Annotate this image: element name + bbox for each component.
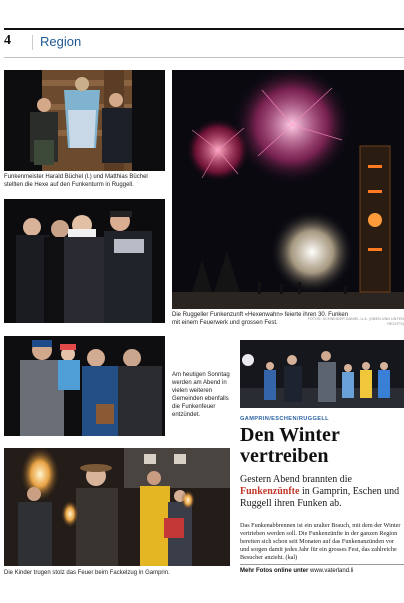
- lead-highlight: Funkenzünfte: [240, 486, 300, 497]
- article-headline: [240, 425, 404, 467]
- photo-witch-tower: [4, 70, 165, 171]
- section-title: Region: [40, 34, 82, 49]
- header-underline: [4, 57, 404, 58]
- section-divider: [32, 35, 33, 50]
- caption-torch-parade: Die Kinder trugen stolz das Feuer beim Fackelzug in Gamprin.: [4, 570, 170, 576]
- photo-family: [4, 336, 165, 436]
- more-photos-rule: [240, 564, 404, 565]
- page-number: 4: [4, 33, 11, 48]
- photo-fireworks: [172, 70, 404, 309]
- caption-fireworks: Die Ruggeller Funkenzunft «Hexenwahn» feierte ihren 30. Funken mit einem Feuerwerk und grossen Fest.: [172, 312, 349, 326]
- lead-text-start: Gestern Abend brannten die: [240, 474, 352, 485]
- photo-group-portrait: [4, 199, 165, 323]
- more-photos-label: Mehr Fotos online unter: [240, 568, 309, 574]
- caption-witch-tower: Funkenmeister Harald Büchel (l.) und Matthias Büchel stellten die Hexe auf den Funkenturm in Ruggell.: [4, 174, 148, 188]
- more-photos-link[interactable]: www.vaterland.li: [310, 568, 354, 574]
- side-note-sunday: Am heutigen Sonntag werden am Abend in vielen weiteren Gemeinden ebenfalls die Funkenfeuer entzündet.: [172, 372, 230, 418]
- article-lead: [240, 474, 404, 510]
- article-kicker: GAMPRIN/ESCHEN/RUGGELL: [240, 416, 329, 422]
- article-body: Das Funkenabbrennen ist ein uralter Brauch, mit dem der Winter vertrieben werden soll. Die Funkenzünfte in der ganzen Region bereiten sich schon seit Monaten auf das Funkenanzünden vor und sorgen damit jedes Jahr für ein grosses Fest, das zahlreiche Besucher anzieht. (kal): [240, 522, 401, 561]
- photo-torch-parade: [4, 448, 230, 566]
- photo-crowd: [240, 340, 404, 408]
- lead-text-end: in Gamprin, Eschen und Ruggell ihren Funken ab.: [240, 486, 400, 509]
- more-photos-line: [240, 568, 404, 574]
- headline-line-2: vertreiben: [240, 445, 329, 467]
- headline-line-1: Den Winter: [240, 424, 340, 446]
- photo-credit: FOTOS: SCHNEIDER DANIEL U.A. (OBEN UND UNTEN RECHTS): [307, 317, 404, 326]
- top-rule: [4, 28, 404, 30]
